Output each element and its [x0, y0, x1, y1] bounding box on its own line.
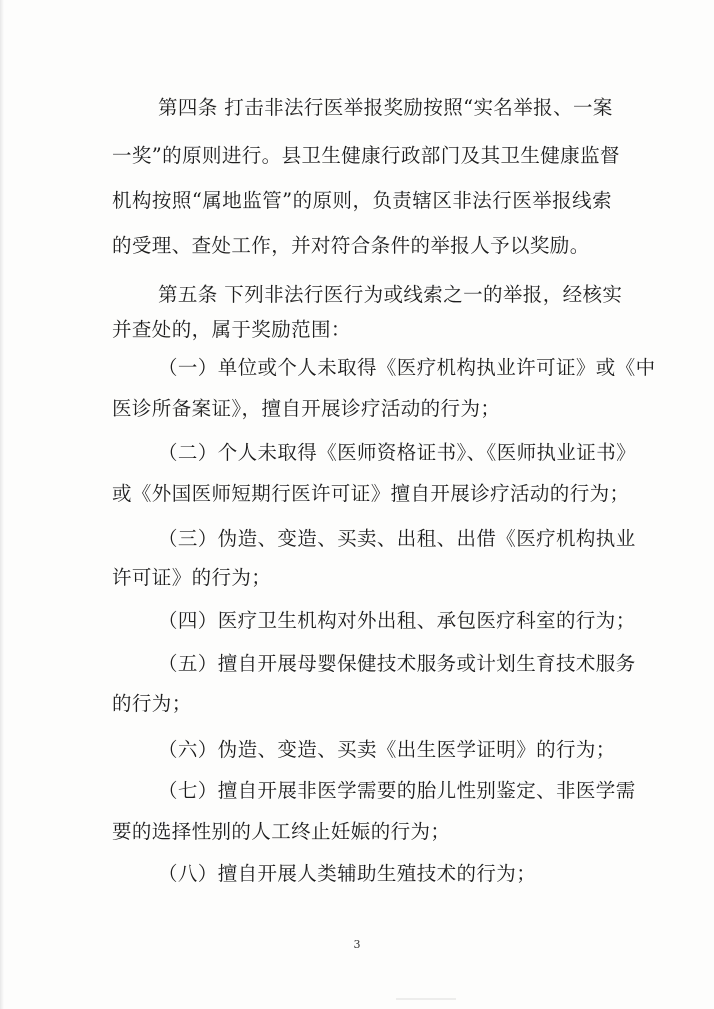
article-4-line-2: 一奖”的原则进行。县卫生健康行政部门及其卫生健康监督 — [112, 144, 620, 167]
item-2-line-2: 或《外国医师短期行医许可证》擅自开展诊疗活动的行为； — [112, 482, 630, 505]
item-8-line-1: （八）擅自开展人类辅助生殖技术的行为； — [158, 862, 537, 885]
item-1-line-1: （一）单位或个人未取得《医疗机构执业许可证》或《中 — [158, 356, 656, 379]
item-2-line-1: （二）个人未取得《医师资格证书》、《医师执业证书》 — [158, 441, 637, 464]
item-7-line-1: （七）擅自开展非医学需要的胎儿性别鉴定、非医学需 — [158, 779, 636, 802]
item-7-line-2: 要的选择性别的人工终止妊娠的行为； — [112, 820, 451, 843]
page-number: 3 — [353, 938, 361, 951]
item-1-line-2: 医诊所备案证》，擅自开展诊疗活动的行为； — [112, 397, 501, 420]
article-4-line-3: 机构按照“属地监管”的原则，负责辖区非法行医举报线索 — [112, 189, 612, 212]
item-3-line-2: 许可证》的行为； — [112, 566, 272, 589]
item-5-line-2: 的行为； — [112, 692, 192, 715]
item-5-line-1: （五）擅自开展母婴保健技术服务或计划生育技术服务 — [158, 652, 636, 675]
article-4-line-1: 第四条 打击非法行医举报奖励按照“实名举报、一案 — [158, 96, 613, 119]
article-5-line-2: 并查处的，属于奖励范围： — [112, 318, 351, 341]
item-6-line-1: （六）伪造、变造、买卖《出生医学证明》的行为； — [158, 738, 616, 761]
scan-artifact — [396, 998, 456, 1000]
article-4-line-4: 的受理、查处工作，并对符合条件的举报人予以奖励。 — [112, 234, 590, 257]
scan-edge-shadow — [0, 0, 4, 1009]
article-5-line-1: 第五条 下列非法行医行为或线索之一的举报，经核实 — [158, 283, 623, 306]
item-4-line-1: （四）医疗卫生机构对外出租、承包医疗科室的行为； — [158, 609, 636, 632]
item-3-line-1: （三）伪造、变造、买卖、出租、出借《医疗机构执业 — [158, 527, 636, 550]
